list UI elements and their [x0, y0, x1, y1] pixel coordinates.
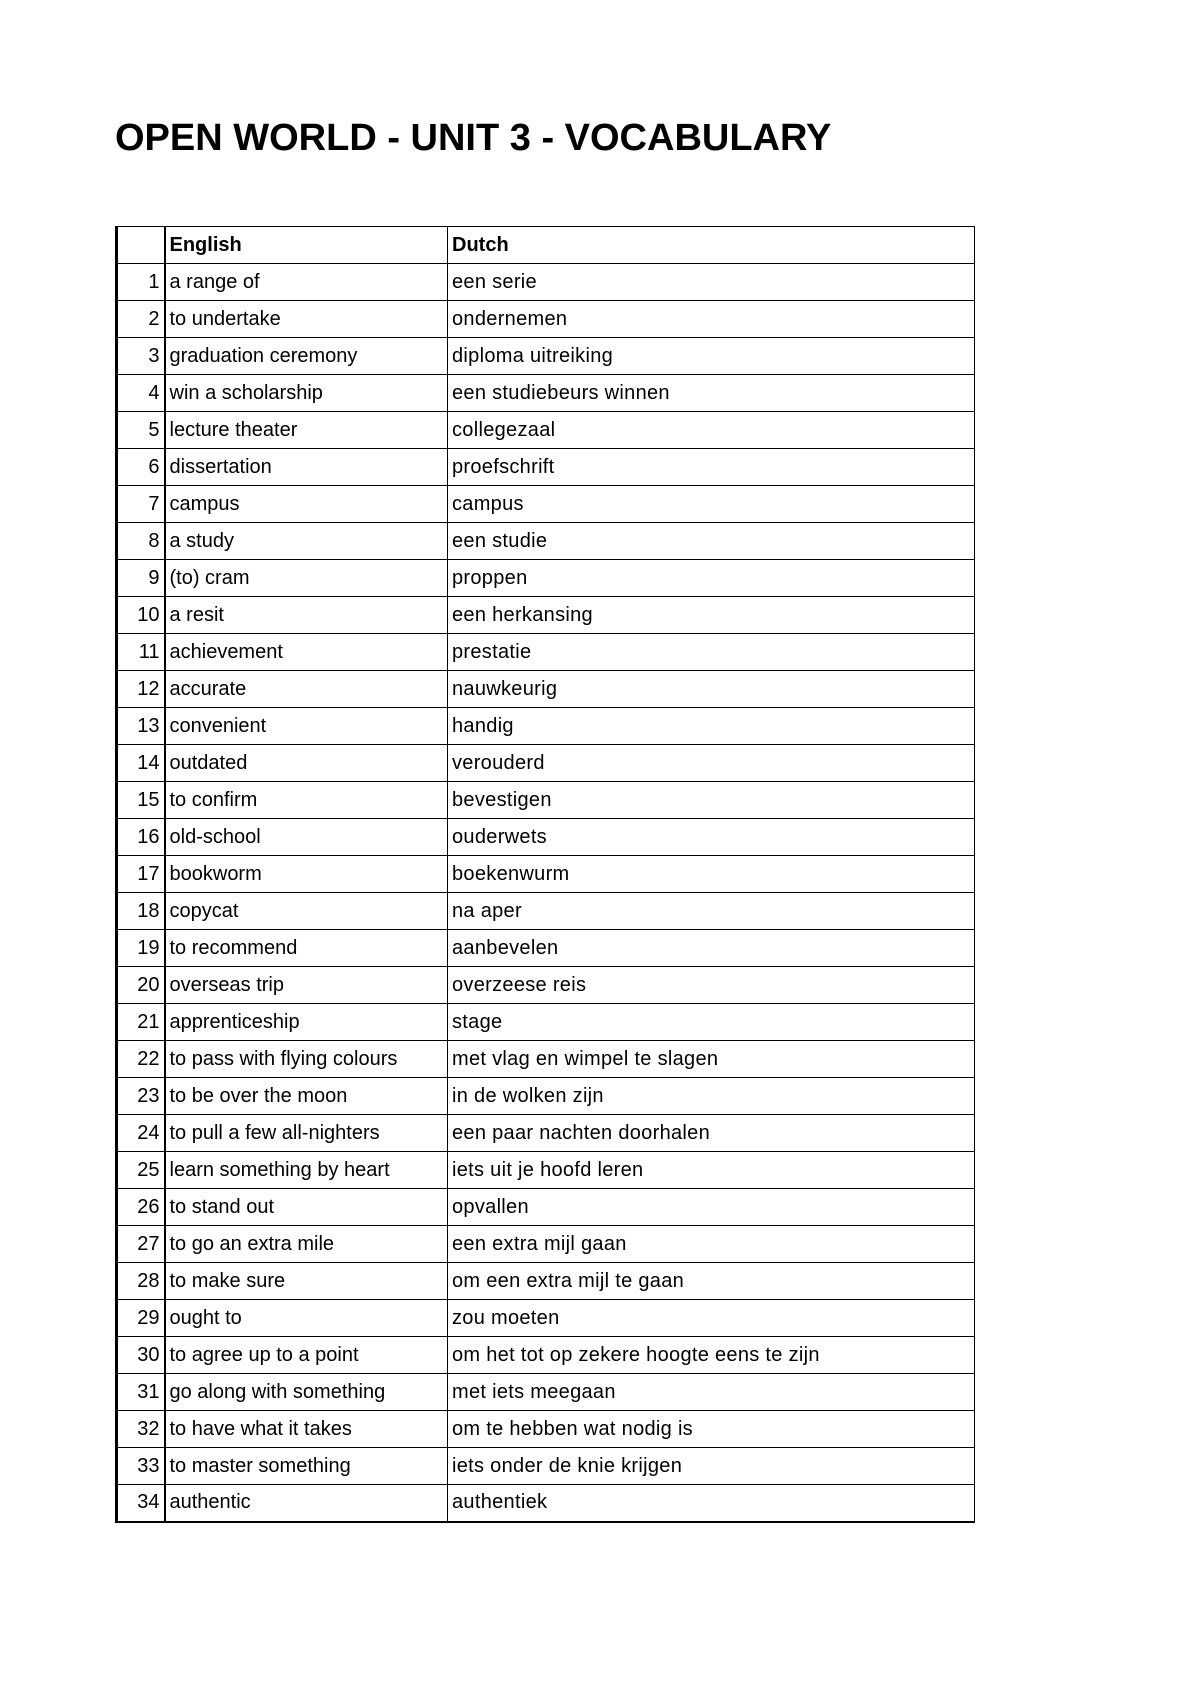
table-row — [117, 523, 975, 560]
dutch-translation: handig — [448, 708, 975, 745]
english-term: lecture theater — [165, 412, 448, 449]
english-term: a range of — [165, 264, 448, 301]
row-number: 23 — [117, 1078, 165, 1115]
row-number: 1 — [117, 264, 165, 301]
table-header-row — [117, 227, 975, 264]
dutch-translation: een studie — [448, 523, 975, 560]
dutch-translation: ondernemen — [448, 301, 975, 338]
english-term: apprenticeship — [165, 1004, 448, 1041]
english-term: campus — [165, 486, 448, 523]
row-number: 25 — [117, 1152, 165, 1189]
table-row — [117, 1152, 975, 1189]
dutch-translation: prestatie — [448, 634, 975, 671]
table-row — [117, 1226, 975, 1263]
row-number: 28 — [117, 1263, 165, 1300]
dutch-translation: in de wolken zijn — [448, 1078, 975, 1115]
dutch-translation: een herkansing — [448, 597, 975, 634]
table-row — [117, 745, 975, 782]
vocabulary-table — [115, 226, 975, 1523]
dutch-translation: proppen — [448, 560, 975, 597]
dutch-translation: nauwkeurig — [448, 671, 975, 708]
dutch-translation: een paar nachten doorhalen — [448, 1115, 975, 1152]
english-term: a resit — [165, 597, 448, 634]
row-number: 6 — [117, 449, 165, 486]
row-number: 11 — [117, 634, 165, 671]
row-number: 14 — [117, 745, 165, 782]
dutch-translation: stage — [448, 1004, 975, 1041]
row-number: 7 — [117, 486, 165, 523]
table-row — [117, 1078, 975, 1115]
row-number: 8 — [117, 523, 165, 560]
table-row — [117, 930, 975, 967]
english-term: to agree up to a point — [165, 1337, 448, 1374]
english-term: go along with something — [165, 1374, 448, 1411]
table-row — [117, 782, 975, 819]
table-row — [117, 1448, 975, 1485]
english-term: to undertake — [165, 301, 448, 338]
table-row — [117, 671, 975, 708]
table-row — [117, 967, 975, 1004]
english-term: outdated — [165, 745, 448, 782]
english-term: to have what it takes — [165, 1411, 448, 1448]
dutch-translation: aanbevelen — [448, 930, 975, 967]
row-number: 30 — [117, 1337, 165, 1374]
table-row — [117, 560, 975, 597]
english-term: copycat — [165, 893, 448, 930]
table-row — [117, 1411, 975, 1448]
row-number: 2 — [117, 301, 165, 338]
column-header-number — [117, 227, 165, 264]
table-row — [117, 597, 975, 634]
table-row — [117, 412, 975, 449]
english-term: to master something — [165, 1448, 448, 1485]
row-number: 21 — [117, 1004, 165, 1041]
table-row — [117, 708, 975, 745]
table-row — [117, 375, 975, 412]
english-term: to pull a few all-nighters — [165, 1115, 448, 1152]
row-number: 9 — [117, 560, 165, 597]
dutch-translation: om het tot op zekere hoogte eens te zijn — [448, 1337, 975, 1374]
table-row — [117, 486, 975, 523]
row-number: 3 — [117, 338, 165, 375]
dutch-translation: verouderd — [448, 745, 975, 782]
dutch-translation: overzeese reis — [448, 967, 975, 1004]
english-term: to make sure — [165, 1263, 448, 1300]
dutch-translation: een studiebeurs winnen — [448, 375, 975, 412]
row-number: 17 — [117, 856, 165, 893]
row-number: 34 — [117, 1485, 165, 1522]
dutch-translation: met iets meegaan — [448, 1374, 975, 1411]
dutch-translation: om te hebben wat nodig is — [448, 1411, 975, 1448]
dutch-translation: boekenwurm — [448, 856, 975, 893]
english-term: overseas trip — [165, 967, 448, 1004]
table-row — [117, 1374, 975, 1411]
table-row — [117, 1263, 975, 1300]
dutch-translation: campus — [448, 486, 975, 523]
column-header-english: English — [165, 227, 448, 264]
dutch-translation: authentiek — [448, 1485, 975, 1522]
english-term: to recommend — [165, 930, 448, 967]
table-row — [117, 1485, 975, 1522]
row-number: 27 — [117, 1226, 165, 1263]
row-number: 5 — [117, 412, 165, 449]
english-term: to stand out — [165, 1189, 448, 1226]
english-term: authentic — [165, 1485, 448, 1522]
page-title: OPEN WORLD - UNIT 3 - VOCABULARY — [115, 117, 832, 159]
row-number: 12 — [117, 671, 165, 708]
dutch-translation: ouderwets — [448, 819, 975, 856]
row-number: 15 — [117, 782, 165, 819]
table-row — [117, 1115, 975, 1152]
row-number: 16 — [117, 819, 165, 856]
english-term: win a scholarship — [165, 375, 448, 412]
row-number: 32 — [117, 1411, 165, 1448]
table-row — [117, 264, 975, 301]
column-header-dutch: Dutch — [448, 227, 975, 264]
table-row — [117, 819, 975, 856]
dutch-translation: bevestigen — [448, 782, 975, 819]
table-row — [117, 634, 975, 671]
table-row — [117, 1337, 975, 1374]
dutch-translation: diploma uitreiking — [448, 338, 975, 375]
dutch-translation: collegezaal — [448, 412, 975, 449]
english-term: a study — [165, 523, 448, 560]
table-row — [117, 449, 975, 486]
row-number: 13 — [117, 708, 165, 745]
dutch-translation: na aper — [448, 893, 975, 930]
english-term: graduation ceremony — [165, 338, 448, 375]
english-term: old-school — [165, 819, 448, 856]
english-term: dissertation — [165, 449, 448, 486]
english-term: to pass with flying colours — [165, 1041, 448, 1078]
english-term: achievement — [165, 634, 448, 671]
row-number: 29 — [117, 1300, 165, 1337]
english-term: to go an extra mile — [165, 1226, 448, 1263]
row-number: 10 — [117, 597, 165, 634]
row-number: 24 — [117, 1115, 165, 1152]
row-number: 19 — [117, 930, 165, 967]
table-row — [117, 301, 975, 338]
dutch-translation: met vlag en wimpel te slagen — [448, 1041, 975, 1078]
english-term: learn something by heart — [165, 1152, 448, 1189]
table-row — [117, 856, 975, 893]
row-number: 4 — [117, 375, 165, 412]
row-number: 33 — [117, 1448, 165, 1485]
english-term: bookworm — [165, 856, 448, 893]
vocabulary-table-body — [117, 264, 975, 1522]
english-term: convenient — [165, 708, 448, 745]
english-term: to be over the moon — [165, 1078, 448, 1115]
row-number: 20 — [117, 967, 165, 1004]
table-row — [117, 1041, 975, 1078]
dutch-translation: een extra mijl gaan — [448, 1226, 975, 1263]
dutch-translation: om een extra mijl te gaan — [448, 1263, 975, 1300]
table-row — [117, 1300, 975, 1337]
english-term: (to) cram — [165, 560, 448, 597]
dutch-translation: iets uit je hoofd leren — [448, 1152, 975, 1189]
row-number: 18 — [117, 893, 165, 930]
table-row — [117, 338, 975, 375]
english-term: accurate — [165, 671, 448, 708]
english-term: to confirm — [165, 782, 448, 819]
table-row — [117, 1004, 975, 1041]
table-row — [117, 893, 975, 930]
dutch-translation: opvallen — [448, 1189, 975, 1226]
row-number: 31 — [117, 1374, 165, 1411]
dutch-translation: proefschrift — [448, 449, 975, 486]
table-row — [117, 1189, 975, 1226]
dutch-translation: zou moeten — [448, 1300, 975, 1337]
dutch-translation: een serie — [448, 264, 975, 301]
row-number: 22 — [117, 1041, 165, 1078]
dutch-translation: iets onder de knie krijgen — [448, 1448, 975, 1485]
english-term: ought to — [165, 1300, 448, 1337]
row-number: 26 — [117, 1189, 165, 1226]
